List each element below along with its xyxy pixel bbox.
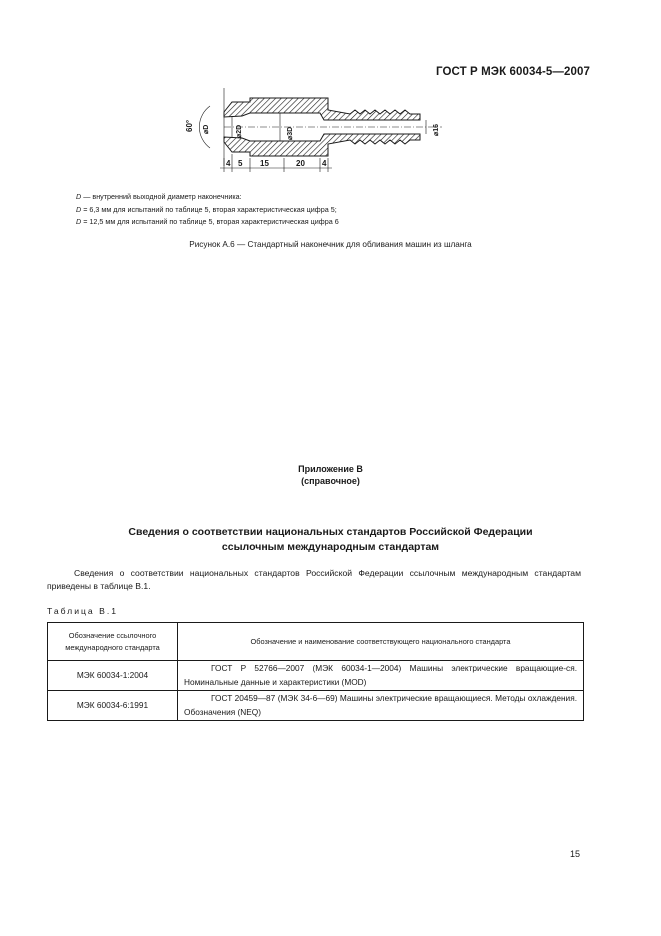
note-line: D = 12,5 мм для испытаний по таблице 5, вторая характеристическая цифра 6: [76, 217, 339, 226]
dimension-d: ⌀D: [203, 124, 210, 134]
table-row: [48, 691, 584, 721]
length-label: 4: [226, 159, 231, 168]
note-line: D — внутренний выходной диаметр наконечника:: [76, 192, 242, 201]
table-header-row: [48, 623, 584, 661]
intro-paragraph: Сведения о соответствии национальных стандартов Российской Федерации ссылочным международным стандартам приведены в таблице В.1.: [47, 568, 581, 591]
correspondence-table: [47, 622, 584, 721]
table-cell-code: МЭК 60034-6:1991: [48, 691, 178, 721]
length-label: 20: [296, 159, 305, 168]
hose-nozzle-drawing: [180, 86, 460, 186]
appendix-title: Приложение В: [298, 464, 363, 474]
appendix-heading: [0, 463, 661, 487]
section-title: Сведения о соответствии национальных стандартов Российской Федерации ссылочным международным стандартам: [128, 526, 533, 553]
dimension-3d: ⌀3D: [287, 126, 294, 140]
figure-caption: Рисунок А.6 — Стандартный наконечник для обливания машин из шланга: [189, 240, 472, 249]
table-cell-code: МЭК 60034-1:2004: [48, 661, 178, 691]
length-label: 5: [238, 159, 243, 168]
table-header-cell: Обозначение и наименование соответствующего национального стандарта: [178, 623, 584, 661]
angle-label: 60°: [185, 119, 194, 132]
table-header-cell: Обозначение ссылочного международного стандарта: [48, 623, 178, 661]
table-cell-description: ГОСТ Р 52766—2007 (МЭК 60034-1—2004) Машины электрические вращающие-ся. Номинальные данные и характеристики (MOD): [178, 661, 584, 691]
note-line: D = 6,3 мм для испытаний по таблице 5, вторая характеристическая цифра 5;: [76, 204, 337, 214]
table-row: [48, 661, 584, 691]
dimension-16: ⌀16: [433, 123, 440, 136]
table-label: Таблица В.1: [47, 606, 118, 616]
figure-notes: [76, 191, 339, 229]
dimension-2d: ⌀2D: [236, 124, 243, 138]
document-code: ГОСТ Р МЭК 60034-5—2007: [436, 66, 590, 78]
length-label: 4: [322, 159, 327, 168]
table-cell-description: ГОСТ 20459—87 (МЭК 34-6—69) Машины электрические вращающиеся. Методы охлаждения. Обозначения (NEQ): [178, 691, 584, 721]
length-label: 15: [260, 159, 269, 168]
page-number: 15: [570, 849, 581, 859]
appendix-subtitle: (справочное): [301, 476, 360, 486]
